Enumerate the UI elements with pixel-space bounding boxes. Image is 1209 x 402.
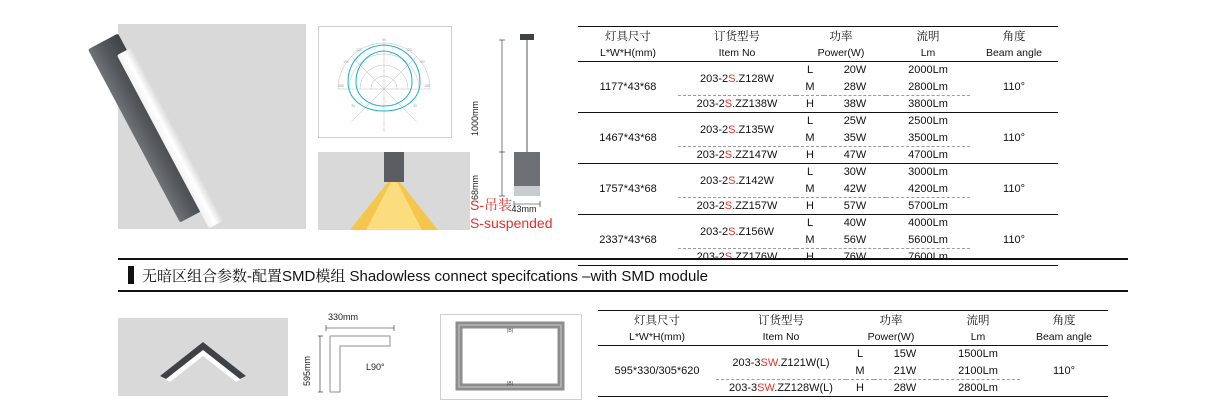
table-row (578, 113, 1058, 130)
svg-text:0: 0 (383, 128, 385, 132)
th-beam-cn: 角度 (1002, 31, 1026, 43)
cell-item-no: 203-2S.Z135W (700, 123, 774, 136)
cell-beam: 110° (1003, 183, 1025, 195)
cell-size: 595*330/305*620 (614, 365, 700, 377)
cell-size: 1757*43*68 (599, 183, 657, 195)
cell-power: 35W (843, 131, 867, 144)
cell-code: L (806, 115, 814, 128)
cell-power: 20W (843, 64, 867, 77)
cell-power: 25W (843, 115, 867, 128)
th-beam-cn: 角度 (1052, 315, 1076, 327)
th-power-en: Power(W) (867, 331, 915, 343)
section-banner (118, 258, 1128, 292)
th-item-en: Item No (718, 47, 756, 59)
svg-text:150: 150 (419, 60, 425, 64)
svg-text:90: 90 (382, 38, 386, 42)
th-size-en: L*W*H(mm) (629, 331, 685, 343)
cell-power: 76W (843, 251, 867, 263)
th-lumen-en: Lm (920, 47, 936, 59)
cell-code: L (806, 166, 814, 179)
cell-code: L (806, 217, 814, 230)
cell-size: 2337*43*68 (599, 234, 657, 246)
table-header-row-cn (598, 311, 1108, 330)
th-lumen-en: Lm (970, 331, 986, 343)
photometric-polar-diagram (318, 26, 452, 138)
cell-lumen: 2800Lm (908, 80, 948, 93)
th-beam-en: Beam angle (985, 47, 1043, 59)
cell-lumen: 3000Lm (908, 166, 948, 179)
cell-item-no: 203-2S.ZZ147W (696, 149, 778, 161)
th-lumen-cn: 流明 (916, 31, 940, 43)
svg-text:120: 120 (406, 48, 412, 52)
cell-lumen: 2100Lm (958, 364, 998, 377)
cell-lumen: 1500Lm (958, 348, 998, 361)
cell-power: 56W (843, 233, 867, 246)
cell-code: M (805, 131, 815, 144)
cell-lumen: 2500Lm (908, 115, 948, 128)
table-header-row-en (578, 45, 1058, 62)
cell-lumen: 7600Lm (908, 251, 948, 263)
cell-code: L (856, 348, 864, 361)
suspension-label-cn: S-吊装 (470, 197, 512, 213)
cell-power: 40W (843, 217, 867, 230)
th-size-en: L*W*H(mm) (600, 47, 656, 59)
svg-text:30: 30 (351, 104, 355, 108)
cell-item-no: 203-3SW.Z121W(L) (732, 356, 830, 369)
table-header-row-cn (578, 27, 1058, 46)
cell-power: 57W (843, 200, 867, 212)
suspension-type-label (470, 196, 590, 232)
corner-top-dimension: 330mm (328, 312, 359, 322)
svg-text:(B): (B) (506, 381, 514, 387)
cell-code: H (806, 98, 814, 110)
cell-lumen: 3800Lm (908, 98, 948, 110)
svg-text:(B): (B) (506, 328, 514, 334)
cell-lumen: 4000Lm (908, 217, 948, 230)
banner-accent-bar (128, 266, 134, 284)
th-power-cn: 功率 (829, 31, 853, 43)
th-item-cn: 订货型号 (758, 315, 804, 327)
pendant-height-dimension: 1000mm (470, 100, 480, 136)
cell-power: 28W (843, 80, 867, 93)
cell-power: 42W (843, 182, 867, 195)
th-beam-en: Beam angle (1035, 331, 1093, 343)
product-photo-corner-module (118, 318, 288, 396)
th-power-en: Power(W) (817, 47, 865, 59)
cell-power: 38W (843, 98, 867, 110)
cell-item-no: 203-2S.Z156W (700, 225, 774, 238)
cell-lumen: 2800Lm (958, 382, 998, 394)
th-item-cn: 订货型号 (714, 31, 760, 43)
cell-code: M (805, 233, 815, 246)
cell-lumen: 4700Lm (908, 149, 948, 161)
suspension-label-en: S-suspended (470, 215, 553, 231)
cell-code: M (805, 182, 815, 195)
cell-code: M (805, 80, 815, 93)
th-item-en: Item No (762, 331, 800, 343)
cell-item-no: 203-2S.Z142W (700, 174, 774, 187)
table-row (578, 215, 1058, 232)
cell-power: 47W (843, 149, 867, 161)
cell-item-no: 203-2S.Z128W (700, 72, 774, 85)
corner-dimension-drawing (300, 312, 420, 396)
svg-text:120: 120 (356, 48, 362, 52)
cell-item-no: 203-2S.ZZ157W (696, 200, 778, 212)
th-size-cn: 灯具尺寸 (605, 31, 651, 43)
th-power-cn: 功率 (879, 315, 903, 327)
cell-size: 1467*43*68 (599, 132, 657, 144)
spec-table-2 (598, 310, 1108, 397)
cell-beam: 110° (1003, 132, 1025, 144)
cell-lumen: 5600Lm (908, 233, 948, 246)
cell-code: M (855, 364, 865, 377)
cell-item-no: 203-2S.ZZ176W (696, 251, 778, 263)
spec-table-1 (578, 26, 1058, 266)
svg-text:180: 180 (424, 84, 430, 88)
table-header-row-en (598, 329, 1108, 346)
cell-size: 1177*43*68 (599, 81, 657, 93)
cell-lumen: 3500Lm (908, 131, 948, 144)
cell-beam: 110° (1003, 234, 1025, 246)
spec-table-1-wrapper (578, 26, 1058, 266)
cell-lumen: 2000Lm (908, 64, 948, 77)
svg-text:180: 180 (338, 84, 344, 88)
cell-lumen: 5700Lm (908, 200, 948, 212)
fixture-width-dimension: 43mm (511, 204, 537, 214)
banner-title: 无暗区组合参数-配置SMD模组 Shadowless connect specifcations –with SMD module (142, 267, 709, 285)
cell-beam: 110° (1003, 81, 1025, 93)
cell-code: H (856, 382, 864, 394)
table-row (598, 346, 1108, 363)
cell-power: 15W (893, 348, 917, 361)
cell-item-no: 203-3SW.ZZ128W(L) (729, 382, 833, 394)
spec-table-2-wrapper (598, 310, 1108, 397)
th-lumen-cn: 流明 (966, 315, 990, 327)
product-photo-linear-luminaire (118, 24, 306, 229)
rectangle-assembly-drawing (440, 314, 582, 400)
svg-text:150: 150 (343, 60, 349, 64)
corner-left-dimension: 595mm (302, 355, 312, 386)
table-row (578, 164, 1058, 181)
table-row (578, 62, 1058, 79)
cell-code: H (806, 251, 814, 263)
cell-power: 28W (893, 382, 917, 394)
cell-power: 30W (843, 166, 867, 179)
cell-power: 21W (893, 364, 917, 377)
cell-code: H (806, 149, 814, 161)
th-size-cn: 灯具尺寸 (634, 315, 680, 327)
svg-text:30: 30 (413, 104, 417, 108)
corner-angle-label: L90° (366, 362, 385, 372)
cell-code: H (806, 200, 814, 212)
cell-item-no: 203-2S.ZZ138W (696, 98, 778, 110)
beam-distribution-photo (318, 152, 470, 230)
cell-code: L (806, 64, 814, 77)
fixture-height-dimension: 68mm (470, 174, 480, 200)
cell-lumen: 4200Lm (908, 182, 948, 195)
cell-beam: 110° (1053, 365, 1075, 377)
